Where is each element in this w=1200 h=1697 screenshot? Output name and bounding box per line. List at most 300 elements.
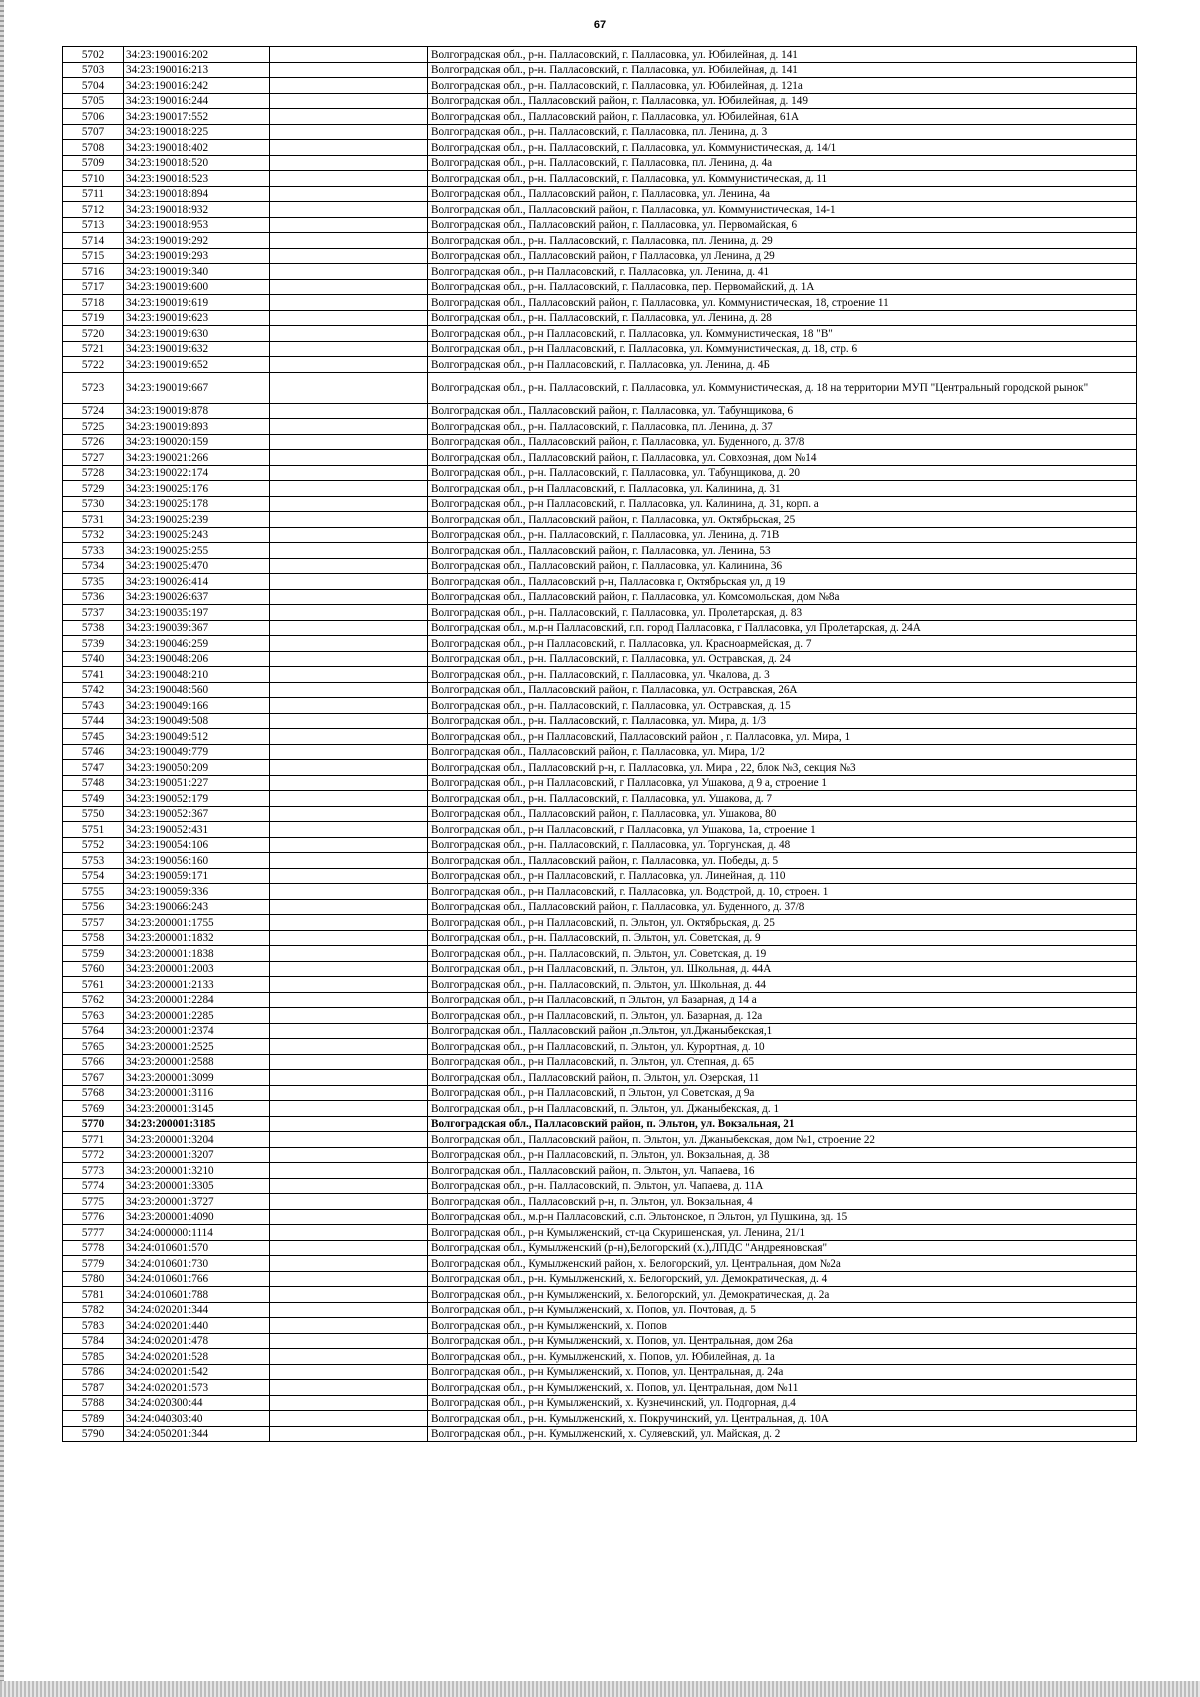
- blank-cell: [270, 1271, 428, 1287]
- blank-cell: [270, 853, 428, 869]
- blank-cell: [270, 868, 428, 884]
- table-row: [63, 899, 1137, 915]
- table-row: [63, 822, 1137, 838]
- blank-cell: [270, 822, 428, 838]
- row-number-cell: 5723: [63, 372, 124, 403]
- row-number-cell: 5732: [63, 527, 124, 543]
- address-cell: Волгоградская обл., р-н. Палласовский, п. Эльтон, ул. Советская, д. 19: [428, 946, 1137, 962]
- address-cell: Волгоградская обл., р-н. Палласовский, г. Палласовка, ул. Юбилейная, д. 141: [428, 47, 1137, 63]
- blank-cell: [270, 310, 428, 326]
- blank-cell: [270, 1302, 428, 1318]
- blank-cell: [270, 264, 428, 280]
- row-number-cell: 5782: [63, 1302, 124, 1318]
- cadastral-number-cell: 34:23:190025:470: [124, 558, 270, 574]
- cadastral-number-cell: 34:23:200001:1755: [124, 915, 270, 931]
- address-cell: Волгоградская обл., Палласовский район, г. Палласовка, ул. Коммунистическая, 18, строение 11: [428, 295, 1137, 311]
- cadastral-number-cell: 34:23:190059:336: [124, 884, 270, 900]
- table-row: [63, 930, 1137, 946]
- cadastral-number-cell: 34:24:040303:40: [124, 1411, 270, 1427]
- blank-cell: [270, 682, 428, 698]
- address-cell: Волгоградская обл., Палласовский район, г. Палласовка, ул. Победы, д. 5: [428, 853, 1137, 869]
- table-row: [63, 481, 1137, 497]
- cadastral-number-cell: 34:23:190019:619: [124, 295, 270, 311]
- row-number-cell: 5731: [63, 512, 124, 528]
- row-number-cell: 5714: [63, 233, 124, 249]
- row-number-cell: 5702: [63, 47, 124, 63]
- table-row: [63, 341, 1137, 357]
- cadastral-number-cell: 34:23:190035:197: [124, 605, 270, 621]
- table-row: [63, 1318, 1137, 1334]
- address-cell: Волгоградская обл., р-н. Палласовский, г. Палласовка, пл. Ленина, д. 37: [428, 419, 1137, 435]
- blank-cell: [270, 1023, 428, 1039]
- address-cell: Волгоградская обл., р-н. Палласовский, г. Палласовка, ул. Чкалова, д. 3: [428, 667, 1137, 683]
- table-row: [63, 1349, 1137, 1365]
- row-number-cell: 5784: [63, 1333, 124, 1349]
- cadastral-number-cell: 34:23:200001:3207: [124, 1147, 270, 1163]
- cadastral-number-cell: 34:23:200001:3210: [124, 1163, 270, 1179]
- table-row: [63, 1101, 1137, 1117]
- table-row: [63, 357, 1137, 373]
- address-cell: Волгоградская обл., р-н Кумылженский, х. Кузнечинский, ул. Подгорная, д.4: [428, 1395, 1137, 1411]
- table-row: [63, 310, 1137, 326]
- cadastral-number-cell: 34:23:190026:414: [124, 574, 270, 590]
- row-number-cell: 5771: [63, 1132, 124, 1148]
- address-cell: Волгоградская обл., р-н. Палласовский, г. Палласовка, ул. Ушакова, д. 7: [428, 791, 1137, 807]
- table-row: [63, 698, 1137, 714]
- address-cell: Волгоградская обл., р-н. Палласовский, г. Палласовка, ул. Ленина, д. 71В: [428, 527, 1137, 543]
- blank-cell: [270, 558, 428, 574]
- row-number-cell: 5785: [63, 1349, 124, 1365]
- table-row: [63, 1163, 1137, 1179]
- address-cell: Волгоградская обл., м.р-н Палласовский, с.п. Эльтонское, п Эльтон, ул Пушкина, зд. 15: [428, 1209, 1137, 1225]
- blank-cell: [270, 636, 428, 652]
- address-cell: Волгоградская обл., р-н. Кумылженский, х. Покручинский, ул. Центральная, д. 10А: [428, 1411, 1137, 1427]
- blank-cell: [270, 155, 428, 171]
- registry-table: [62, 46, 1137, 1442]
- row-number-cell: 5720: [63, 326, 124, 342]
- blank-cell: [270, 1116, 428, 1132]
- row-number-cell: 5778: [63, 1240, 124, 1256]
- cadastral-number-cell: 34:23:190016:202: [124, 47, 270, 63]
- blank-cell: [270, 760, 428, 776]
- cadastral-number-cell: 34:23:190019:623: [124, 310, 270, 326]
- row-number-cell: 5757: [63, 915, 124, 931]
- row-number-cell: 5734: [63, 558, 124, 574]
- cadastral-number-cell: 34:23:190018:225: [124, 124, 270, 140]
- address-cell: Волгоградская обл., р-н Палласовский, г. Палласовка, ул. Водстрой, д. 10, строен. 1: [428, 884, 1137, 900]
- blank-cell: [270, 1163, 428, 1179]
- blank-cell: [270, 326, 428, 342]
- table-row: [63, 140, 1137, 156]
- cadastral-number-cell: 34:23:190017:552: [124, 109, 270, 125]
- table-row: [63, 806, 1137, 822]
- blank-cell: [270, 543, 428, 559]
- cadastral-number-cell: 34:23:190018:932: [124, 202, 270, 218]
- cadastral-number-cell: 34:23:190018:523: [124, 171, 270, 187]
- blank-cell: [270, 512, 428, 528]
- row-number-cell: 5709: [63, 155, 124, 171]
- row-number-cell: 5740: [63, 651, 124, 667]
- blank-cell: [270, 1411, 428, 1427]
- table-row: [63, 1256, 1137, 1272]
- blank-cell: [270, 713, 428, 729]
- blank-cell: [270, 1178, 428, 1194]
- address-cell: Волгоградская обл., р-н Кумылженский, х. Попов, ул. Почтовая, д. 5: [428, 1302, 1137, 1318]
- row-number-cell: 5739: [63, 636, 124, 652]
- cadastral-number-cell: 34:24:010601:730: [124, 1256, 270, 1272]
- table-row: [63, 202, 1137, 218]
- table-row: [63, 171, 1137, 187]
- address-cell: Волгоградская обл., р-н. Палласовский, г. Палласовка, ул. Коммунистическая, д. 14/1: [428, 140, 1137, 156]
- blank-cell: [270, 589, 428, 605]
- cadastral-number-cell: 34:23:190049:512: [124, 729, 270, 745]
- row-number-cell: 5751: [63, 822, 124, 838]
- table-row: [63, 1209, 1137, 1225]
- address-cell: Волгоградская обл., р-н Палласовский, г. Палласовка, ул. Ленина, д. 41: [428, 264, 1137, 280]
- address-cell: Волгоградская обл., Палласовский район, г. Палласовка, ул. Табунщикова, 6: [428, 403, 1137, 419]
- table-row: [63, 620, 1137, 636]
- address-cell: Волгоградская обл., Палласовский район, г. Палласовка, ул. Буденного, д. 37/8: [428, 434, 1137, 450]
- address-cell: Волгоградская обл., р-н. Палласовский, г. Палласовка, ул. Остравская, д. 15: [428, 698, 1137, 714]
- blank-cell: [270, 1240, 428, 1256]
- scan-edge-left: [0, 0, 4, 1697]
- cadastral-number-cell: 34:23:190016:213: [124, 62, 270, 78]
- cadastral-number-cell: 34:23:190049:508: [124, 713, 270, 729]
- cadastral-number-cell: 34:24:050201:344: [124, 1426, 270, 1442]
- table-row: [63, 853, 1137, 869]
- table-row: [63, 512, 1137, 528]
- blank-cell: [270, 1085, 428, 1101]
- address-cell: Волгоградская обл., р-н. Палласовский, г. Палласовка, пл. Ленина, д. 29: [428, 233, 1137, 249]
- blank-cell: [270, 1008, 428, 1024]
- blank-cell: [270, 1209, 428, 1225]
- address-cell: Волгоградская обл., р-н. Палласовский, г. Палласовка, ул. Ленина, д. 28: [428, 310, 1137, 326]
- blank-cell: [270, 403, 428, 419]
- table-row: [63, 1364, 1137, 1380]
- address-cell: Волгоградская обл., р-н. Палласовский, г. Палласовка, пл. Ленина, д. 3: [428, 124, 1137, 140]
- table-row: [63, 992, 1137, 1008]
- table-row: [63, 233, 1137, 249]
- table-row: [63, 217, 1137, 233]
- address-cell: Волгоградская обл., Кумылженский (р-н),Белогорский (х.),ЛПДС "Андреяновская": [428, 1240, 1137, 1256]
- row-number-cell: 5753: [63, 853, 124, 869]
- row-number-cell: 5726: [63, 434, 124, 450]
- table-row: [63, 109, 1137, 125]
- table-row: [63, 1039, 1137, 1055]
- address-cell: Волгоградская обл., Палласовский р-н, г. Палласовка, ул. Мира , 22, блок №3, секция №3: [428, 760, 1137, 776]
- blank-cell: [270, 698, 428, 714]
- table-row: [63, 186, 1137, 202]
- cadastral-number-cell: 34:23:190018:953: [124, 217, 270, 233]
- table-row: [63, 1287, 1137, 1303]
- row-number-cell: 5779: [63, 1256, 124, 1272]
- cadastral-number-cell: 34:23:200001:1838: [124, 946, 270, 962]
- cadastral-number-cell: 34:23:190049:779: [124, 744, 270, 760]
- address-cell: Волгоградская обл., р-н. Палласовский, г. Палласовка, пер. Первомайский, д. 1А: [428, 279, 1137, 295]
- cadastral-number-cell: 34:23:200001:2133: [124, 977, 270, 993]
- cadastral-number-cell: 34:24:010601:570: [124, 1240, 270, 1256]
- blank-cell: [270, 419, 428, 435]
- row-number-cell: 5750: [63, 806, 124, 822]
- address-cell: Волгоградская обл., р-н Палласовский, г. Палласовка, ул. Коммунистическая, 18 "В": [428, 326, 1137, 342]
- table-row: [63, 682, 1137, 698]
- registry-body: [63, 47, 1137, 1442]
- cadastral-number-cell: 34:24:000000:1114: [124, 1225, 270, 1241]
- row-number-cell: 5789: [63, 1411, 124, 1427]
- cadastral-number-cell: 34:23:190019:878: [124, 403, 270, 419]
- blank-cell: [270, 124, 428, 140]
- cadastral-number-cell: 34:23:190046:259: [124, 636, 270, 652]
- blank-cell: [270, 202, 428, 218]
- cadastral-number-cell: 34:24:010601:788: [124, 1287, 270, 1303]
- table-row: [63, 496, 1137, 512]
- blank-cell: [270, 78, 428, 94]
- address-cell: Волгоградская обл., Палласовский район, г. Палласовка, ул. Юбилейная, д. 149: [428, 93, 1137, 109]
- blank-cell: [270, 1333, 428, 1349]
- blank-cell: [270, 1054, 428, 1070]
- row-number-cell: 5724: [63, 403, 124, 419]
- row-number-cell: 5708: [63, 140, 124, 156]
- table-row: [63, 1085, 1137, 1101]
- row-number-cell: 5747: [63, 760, 124, 776]
- cadastral-number-cell: 34:24:020201:528: [124, 1349, 270, 1365]
- table-row: [63, 1132, 1137, 1148]
- cadastral-number-cell: 34:23:190048:206: [124, 651, 270, 667]
- blank-cell: [270, 465, 428, 481]
- row-number-cell: 5722: [63, 357, 124, 373]
- table-row: [63, 667, 1137, 683]
- table-row: [63, 1426, 1137, 1442]
- table-row: [63, 155, 1137, 171]
- address-cell: Волгоградская обл., р-н Кумылженский, х. Попов, ул. Центральная, д. 24а: [428, 1364, 1137, 1380]
- table-row: [63, 419, 1137, 435]
- address-cell: Волгоградская обл., р-н Палласовский, г. Палласовка, ул. Калинина, д. 31, корп. а: [428, 496, 1137, 512]
- address-cell: Волгоградская обл., р-н. Палласовский, г. Палласовка, пл. Ленина, д. 4а: [428, 155, 1137, 171]
- table-row: [63, 527, 1137, 543]
- cadastral-number-cell: 34:23:200001:2285: [124, 1008, 270, 1024]
- row-number-cell: 5713: [63, 217, 124, 233]
- cadastral-number-cell: 34:23:190016:242: [124, 78, 270, 94]
- blank-cell: [270, 791, 428, 807]
- blank-cell: [270, 233, 428, 249]
- address-cell: Волгоградская обл., р-н. Палласовский, г. Палласовка, ул. Коммунистическая, д. 18 на территории МУП "Центральный городской рынок": [428, 372, 1137, 403]
- address-cell: Волгоградская обл., Палласовский район, г. Палласовка, ул. Октябрьская, 25: [428, 512, 1137, 528]
- row-number-cell: 5754: [63, 868, 124, 884]
- address-cell: Волгоградская обл., Палласовский район, г. Палласовка, ул. Ленина, 53: [428, 543, 1137, 559]
- cadastral-number-cell: 34:23:190066:243: [124, 899, 270, 915]
- cadastral-number-cell: 34:23:200001:2525: [124, 1039, 270, 1055]
- blank-cell: [270, 186, 428, 202]
- cadastral-number-cell: 34:23:190019:600: [124, 279, 270, 295]
- table-row: [63, 946, 1137, 962]
- address-cell: Волгоградская обл., р-н Кумылженский, х. Попов, ул. Центральная, дом №11: [428, 1380, 1137, 1396]
- row-number-cell: 5763: [63, 1008, 124, 1024]
- table-row: [63, 636, 1137, 652]
- row-number-cell: 5733: [63, 543, 124, 559]
- address-cell: Волгоградская обл., р-н Палласовский, г. Палласовка, ул. Коммунистическая, д. 18, стр. 6: [428, 341, 1137, 357]
- cadastral-number-cell: 34:24:020300:44: [124, 1395, 270, 1411]
- table-row: [63, 1023, 1137, 1039]
- cadastral-number-cell: 34:23:200001:3727: [124, 1194, 270, 1210]
- address-cell: Волгоградская обл., Палласовский р-н, п. Эльтон, ул. Вокзальная, 4: [428, 1194, 1137, 1210]
- blank-cell: [270, 946, 428, 962]
- table-row: [63, 837, 1137, 853]
- row-number-cell: 5770: [63, 1116, 124, 1132]
- cadastral-number-cell: 34:24:020201:542: [124, 1364, 270, 1380]
- address-cell: Волгоградская обл., р-н Палласовский, п. Эльтон, ул. Степная, д. 65: [428, 1054, 1137, 1070]
- cadastral-number-cell: 34:23:200001:2374: [124, 1023, 270, 1039]
- blank-cell: [270, 372, 428, 403]
- row-number-cell: 5776: [63, 1209, 124, 1225]
- row-number-cell: 5755: [63, 884, 124, 900]
- blank-cell: [270, 527, 428, 543]
- row-number-cell: 5742: [63, 682, 124, 698]
- blank-cell: [270, 915, 428, 931]
- address-cell: Волгоградская обл., Палласовский район ,п.Эльтон, ул.Джаныбекская,1: [428, 1023, 1137, 1039]
- blank-cell: [270, 1395, 428, 1411]
- blank-cell: [270, 496, 428, 512]
- page-number: 67: [593, 19, 607, 31]
- address-cell: Волгоградская обл., р-н. Палласовский, п. Эльтон, ул. Школьная, д. 44: [428, 977, 1137, 993]
- blank-cell: [270, 961, 428, 977]
- address-cell: Волгоградская обл., Палласовский район, г Палласовка, ул Ленина, д 29: [428, 248, 1137, 264]
- table-row: [63, 450, 1137, 466]
- blank-cell: [270, 1256, 428, 1272]
- table-row: [63, 372, 1137, 403]
- cadastral-number-cell: 34:23:190022:174: [124, 465, 270, 481]
- cadastral-number-cell: 34:23:200001:3116: [124, 1085, 270, 1101]
- address-cell: Волгоградская обл., р-н. Палласовский, г. Палласовка, ул. Мира, д. 1/3: [428, 713, 1137, 729]
- row-number-cell: 5772: [63, 1147, 124, 1163]
- cadastral-number-cell: 34:24:020201:478: [124, 1333, 270, 1349]
- row-number-cell: 5788: [63, 1395, 124, 1411]
- table-row: [63, 1333, 1137, 1349]
- cadastral-number-cell: 34:23:190020:159: [124, 434, 270, 450]
- address-cell: Волгоградская обл., р-н. Палласовский, п. Эльтон, ул. Советская, д. 9: [428, 930, 1137, 946]
- address-cell: Волгоградская обл., р-н Палласовский, п Эльтон, ул Базарная, д 14 а: [428, 992, 1137, 1008]
- cadastral-number-cell: 34:23:190054:106: [124, 837, 270, 853]
- blank-cell: [270, 47, 428, 63]
- blank-cell: [270, 1349, 428, 1365]
- blank-cell: [270, 450, 428, 466]
- row-number-cell: 5780: [63, 1271, 124, 1287]
- address-cell: Волгоградская обл., Палласовский район, п. Эльтон, ул. Озерская, 11: [428, 1070, 1137, 1086]
- cadastral-number-cell: 34:23:190025:176: [124, 481, 270, 497]
- blank-cell: [270, 434, 428, 450]
- blank-cell: [270, 279, 428, 295]
- table-row: [63, 1411, 1137, 1427]
- address-cell: Волгоградская обл., р-н Кумылженский, х. Попов: [428, 1318, 1137, 1334]
- cadastral-number-cell: 34:23:190018:520: [124, 155, 270, 171]
- address-cell: Волгоградская обл., р-н Палласовский, г. Палласовка, ул. Красноармейская, д. 7: [428, 636, 1137, 652]
- address-cell: Волгоградская обл., Палласовский район, г. Палласовка, ул. Ушакова, 80: [428, 806, 1137, 822]
- address-cell: Волгоградская обл., Палласовский район, г. Палласовка, ул. Коммунистическая, 14-1: [428, 202, 1137, 218]
- address-cell: Волгоградская обл., Палласовский район, п. Эльтон, ул. Джаныбекская, дом №1, строение 22: [428, 1132, 1137, 1148]
- cadastral-number-cell: 34:23:190026:637: [124, 589, 270, 605]
- blank-cell: [270, 1194, 428, 1210]
- blank-cell: [270, 1287, 428, 1303]
- row-number-cell: 5703: [63, 62, 124, 78]
- address-cell: Волгоградская обл., р-н Палласовский, п Эльтон, ул Советская, д 9а: [428, 1085, 1137, 1101]
- row-number-cell: 5741: [63, 667, 124, 683]
- address-cell: Волгоградская обл., р-н. Палласовский, г. Палласовка, ул. Юбилейная, д. 141: [428, 62, 1137, 78]
- row-number-cell: 5749: [63, 791, 124, 807]
- table-row: [63, 1008, 1137, 1024]
- address-cell: Волгоградская обл., Кумылженский район, х. Белогорский, ул. Центральная, дом №2а: [428, 1256, 1137, 1272]
- blank-cell: [270, 806, 428, 822]
- table-row: [63, 93, 1137, 109]
- address-cell: Волгоградская обл., р-н Палласовский, п. Эльтон, ул. Октябрьская, д. 25: [428, 915, 1137, 931]
- table-row: [63, 884, 1137, 900]
- table-row: [63, 977, 1137, 993]
- table-row: [63, 744, 1137, 760]
- table-row: [63, 1302, 1137, 1318]
- blank-cell: [270, 837, 428, 853]
- row-number-cell: 5716: [63, 264, 124, 280]
- cadastral-number-cell: 34:23:190051:227: [124, 775, 270, 791]
- address-cell: Волгоградская обл., р-н Кумылженский, ст-ца Скуришенская, ул. Ленина, 21/1: [428, 1225, 1137, 1241]
- address-cell: Волгоградская обл., р-н Палласовский, п. Эльтон, ул. Школьная, д. 44А: [428, 961, 1137, 977]
- cadastral-number-cell: 34:23:190025:243: [124, 527, 270, 543]
- cadastral-number-cell: 34:23:190025:178: [124, 496, 270, 512]
- row-number-cell: 5774: [63, 1178, 124, 1194]
- cadastral-number-cell: 34:23:190019:632: [124, 341, 270, 357]
- address-cell: Волгоградская обл., р-н Палласовский, п. Эльтон, ул. Джаныбекская, д. 1: [428, 1101, 1137, 1117]
- table-row: [63, 295, 1137, 311]
- row-number-cell: 5736: [63, 589, 124, 605]
- blank-cell: [270, 62, 428, 78]
- table-row: [63, 558, 1137, 574]
- table-row: [63, 1380, 1137, 1396]
- blank-cell: [270, 884, 428, 900]
- address-cell: Волгоградская обл., р-н Палласовский, г. Палласовка, ул. Калинина, д. 31: [428, 481, 1137, 497]
- row-number-cell: 5707: [63, 124, 124, 140]
- row-number-cell: 5710: [63, 171, 124, 187]
- row-number-cell: 5728: [63, 465, 124, 481]
- cadastral-number-cell: 34:23:190025:255: [124, 543, 270, 559]
- address-cell: Волгоградская обл., р-н. Палласовский, г. Палласовка, ул. Юбилейная, д. 121а: [428, 78, 1137, 94]
- cadastral-number-cell: 34:23:190018:402: [124, 140, 270, 156]
- blank-cell: [270, 977, 428, 993]
- table-row: [63, 78, 1137, 94]
- row-number-cell: 5729: [63, 481, 124, 497]
- table-row: [63, 1225, 1137, 1241]
- blank-cell: [270, 171, 428, 187]
- blank-cell: [270, 1039, 428, 1055]
- row-number-cell: 5758: [63, 930, 124, 946]
- blank-cell: [270, 93, 428, 109]
- cadastral-number-cell: 34:23:190019:340: [124, 264, 270, 280]
- blank-cell: [270, 1380, 428, 1396]
- table-row: [63, 729, 1137, 745]
- cadastral-number-cell: 34:23:190019:293: [124, 248, 270, 264]
- table-row: [63, 868, 1137, 884]
- cadastral-number-cell: 34:23:200001:1832: [124, 930, 270, 946]
- cadastral-number-cell: 34:23:190049:166: [124, 698, 270, 714]
- blank-cell: [270, 109, 428, 125]
- table-row: [63, 961, 1137, 977]
- table-row: [63, 589, 1137, 605]
- row-number-cell: 5717: [63, 279, 124, 295]
- blank-cell: [270, 1101, 428, 1117]
- cadastral-number-cell: 34:23:200001:3305: [124, 1178, 270, 1194]
- blank-cell: [270, 217, 428, 233]
- table-row: [63, 1271, 1137, 1287]
- address-cell: Волгоградская обл., Палласовский район, г. Палласовка, ул. Буденного, д. 37/8: [428, 899, 1137, 915]
- cadastral-number-cell: 34:23:190019:630: [124, 326, 270, 342]
- blank-cell: [270, 1132, 428, 1148]
- row-number-cell: 5743: [63, 698, 124, 714]
